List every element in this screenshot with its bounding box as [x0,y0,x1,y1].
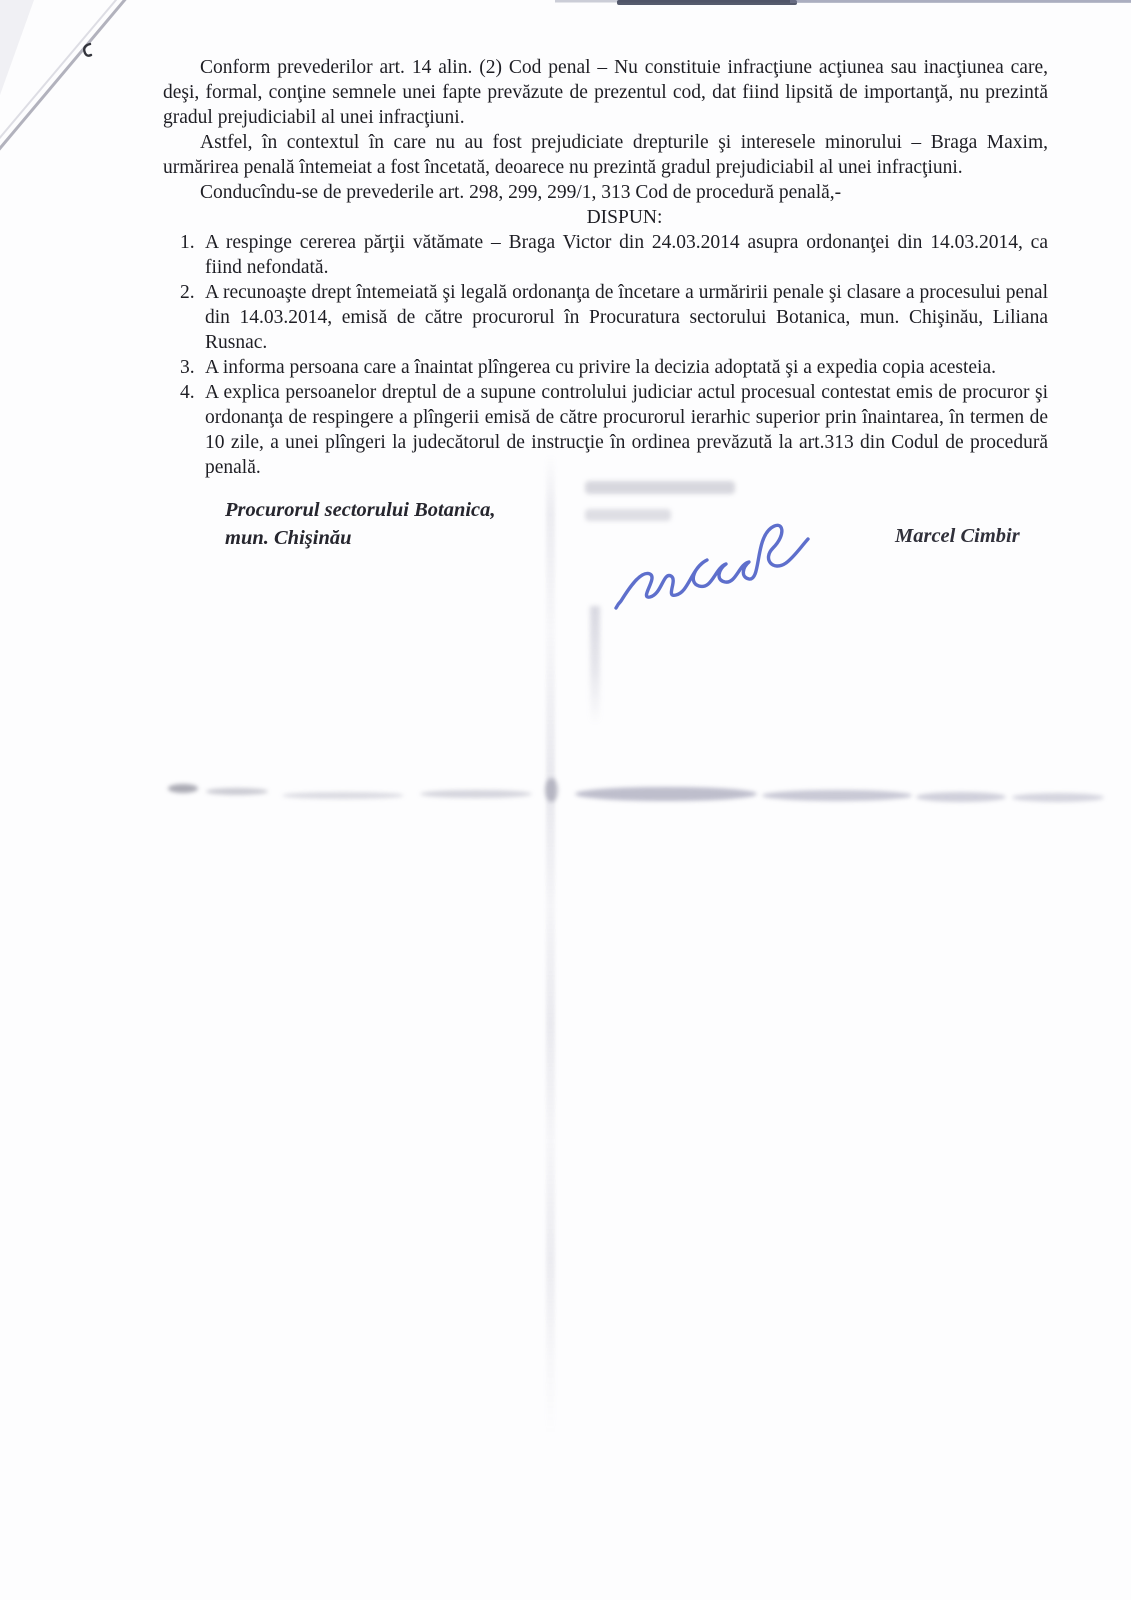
page-top-edge-fade [790,0,1131,3]
ghost-text-smudge [585,481,735,494]
signer-name: Marcel Cimbir [895,525,1020,547]
handwritten-signature [612,502,817,616]
paragraph: Astfel, în contextul în care nu au fost prejudiciate drepturile şi interesele minorului – Braga Maxim, urmărirea penală întemeiat a fost încetată, deoarece nu prezintă gradul prejudiciabil al unei infracţiuni. [163,132,1048,178]
scan-smudge [420,790,532,798]
list-item-text: A informa persoana care a înaintat plîngerea cu privire la decizia adoptată şi a expedia copia acesteia. [205,357,996,378]
page-top-edge [555,0,1131,3]
pen-mark [84,44,91,56]
list-item [163,280,1048,355]
scan-smudge [206,788,268,795]
corner-fold-line-highlight [0,0,121,147]
list-item-number: 1. [180,232,195,253]
document-body [163,55,1048,480]
scan-smudge [168,784,198,793]
paragraph: Conform prevederilor art. 14 alin. (2) Cod penal – Nu constituie infracţiune acţiunea sau inacţiunea care, deşi, formal, conţine semnele unei fapte prevăzute de prezentul cod, dat fiind lipsită de importanţă, nu prezintă gradul prejudiciabil al unei infracţiuni. [163,57,1048,128]
corner-fold-shade [0,0,34,95]
list-item [163,230,1048,280]
list-item-number: 4. [180,382,195,403]
list-item [163,380,1048,480]
signature-title-line2: mun. Chişinău [225,527,352,549]
center-fold-shadow [546,455,555,1435]
scan-smudge [762,790,912,801]
scan-smudge [916,792,1006,802]
paragraph: Conducîndu-se de prevederile art. 298, 299, 299/1, 313 Cod de procedură penală,- [200,182,842,203]
signature-title [225,496,496,552]
dispun-heading: DISPUN: [586,207,663,228]
disposition-list [163,230,1048,480]
list-item-number: 2. [180,282,195,303]
page-top-edge-dark-bar [617,0,797,5]
list-item-text: A explica persoanelor dreptul de a supune controlului judiciar actul procesual contestat emis de procuror şi ordonanţa de respingere a plîngerii emisă de către procurorul ierarhic superior prin înaintarea, în termen de 10 zile, a unei plîngeri la judecătorul de instrucţie în ordinea prevăzută la art.313 din Codul de procedură penală. [205,382,1048,478]
fold-streak [590,606,600,724]
list-item-text: A recunoaşte drept întemeiată şi legală ordonanţa de încetare a urmăririi penale şi clasare a procesului penal din 14.03.2014, emisă de către procurorul în Procuratura sectorului Botanica, mun. Chişinău, Liliana Rusnac. [205,282,1048,353]
scan-smudge [575,787,757,801]
corner-fold-line [0,0,128,153]
list-item-number: 3. [180,357,195,378]
list-item [163,355,1048,380]
scan-smudge [1012,793,1104,802]
scan-smudge [282,792,404,799]
scan-smudge [545,778,558,802]
list-item-text: A respinge cererea părţii vătămate – Braga Victor din 24.03.2014 asupra ordonanţei din 14.03.2014, ca fiind nefondată. [205,232,1048,278]
signature-title-line1: Procurorul sectorului Botanica, [225,499,496,521]
